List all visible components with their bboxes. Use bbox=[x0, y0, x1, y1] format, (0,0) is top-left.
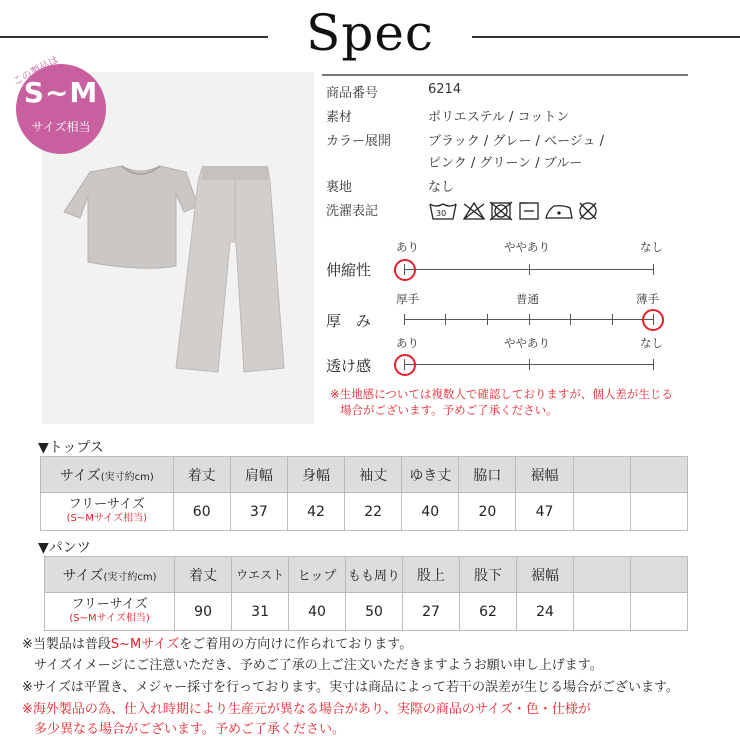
value-cell bbox=[573, 493, 630, 531]
scale1-tick bbox=[653, 264, 654, 275]
scale3-label: 透け感 bbox=[326, 357, 372, 375]
tops-size-table bbox=[40, 456, 688, 531]
table-header-row bbox=[41, 457, 688, 493]
size-header-label: サイズ bbox=[59, 467, 101, 484]
value-cell: 40 bbox=[402, 493, 459, 531]
col-header bbox=[630, 557, 687, 593]
care-icons bbox=[428, 200, 628, 222]
spec-label-item-number: 商品番号 bbox=[326, 86, 379, 101]
size-header-cell bbox=[41, 457, 174, 493]
footer-note-1a: ※当製品は普段 bbox=[22, 637, 111, 652]
spec-value-colors-2: ピンク / グリーン / ブルー bbox=[428, 156, 583, 171]
scale1-right: なし bbox=[640, 240, 663, 254]
scale1-selected-marker bbox=[394, 259, 416, 281]
col-header bbox=[630, 457, 687, 493]
value-cell: 62 bbox=[460, 593, 517, 631]
col-header: 裾幅 bbox=[516, 457, 573, 493]
svg-text:30: 30 bbox=[436, 209, 447, 218]
scale2-tick bbox=[529, 314, 530, 325]
footer-note-1-highlight: S~Mサイズ bbox=[110, 637, 180, 652]
scale3-mid: ややあり bbox=[504, 336, 550, 350]
col-header: もも周り bbox=[346, 557, 403, 593]
scale2-tick bbox=[445, 314, 446, 325]
page-title: Spec bbox=[306, 4, 434, 62]
value-cell: 22 bbox=[345, 493, 402, 531]
value-cell bbox=[630, 593, 687, 631]
scale3-selected-marker bbox=[394, 354, 416, 376]
pants-section-title: ▼パンツ bbox=[38, 540, 91, 556]
fabric-note-line2: 場合がございます。予めご了承ください。 bbox=[340, 403, 558, 417]
value-cell: 42 bbox=[287, 493, 344, 531]
scale2-selected-marker bbox=[642, 309, 664, 331]
footer-note-4: ※海外製品の為、仕入れ時期により生産元が異なる場合があり、実際の商品のサイズ・色・仕様が bbox=[22, 702, 591, 717]
footer-note-2: サイズイメージにご注意いただき、予めご了承の上ご注文いただきますようお願い申し上げます。 bbox=[34, 658, 603, 673]
scale3-tick bbox=[653, 359, 654, 370]
scale3-right: なし bbox=[640, 336, 663, 350]
col-header: 着丈 bbox=[173, 457, 230, 493]
iron-low-icon bbox=[546, 206, 572, 218]
col-header: ヒップ bbox=[289, 557, 346, 593]
scale2-tick bbox=[570, 314, 571, 325]
scale2-tick bbox=[487, 314, 488, 325]
badge-sub: サイズ相当 bbox=[31, 120, 91, 134]
value-cell: 40 bbox=[289, 593, 346, 631]
pants-size-table bbox=[44, 556, 688, 631]
col-header: ゆき丈 bbox=[402, 457, 459, 493]
value-cell: 37 bbox=[230, 493, 287, 531]
spec-label-colors: カラー展開 bbox=[326, 134, 392, 149]
fabric-note-line1: ※生地感については複数人で確認しておりますが、個人差が生じる bbox=[330, 387, 673, 401]
spec-label-lining: 裏地 bbox=[326, 180, 353, 195]
col-header bbox=[573, 557, 630, 593]
value-cell: 24 bbox=[517, 593, 574, 631]
spec-value-item-number: 6214 bbox=[428, 82, 462, 97]
no-bleach-icon bbox=[464, 203, 484, 219]
scale2-label: 厚 み bbox=[326, 312, 372, 330]
col-header: 脇口 bbox=[459, 457, 516, 493]
size-header-cell bbox=[45, 557, 175, 593]
footer-note-5: 多少異なる場合がございます。予めご了承ください。 bbox=[34, 722, 345, 737]
title-rule-right bbox=[472, 36, 740, 38]
scale3-tick bbox=[529, 359, 530, 370]
spec-label-material: 素材 bbox=[326, 110, 353, 125]
row-sub-label: (S~Mサイズ相当) bbox=[69, 612, 150, 624]
scale1-label: 伸縮性 bbox=[326, 261, 372, 279]
badge-size: S~M bbox=[23, 76, 99, 109]
scale1-mid: ややあり bbox=[504, 240, 550, 254]
row-label: フリーサイズ bbox=[71, 596, 148, 612]
row-label-cell bbox=[45, 593, 175, 631]
scale3-left: あり bbox=[396, 336, 419, 350]
value-cell: 90 bbox=[175, 593, 232, 631]
badge-caption: この製品は bbox=[11, 54, 61, 88]
scale1-tick bbox=[529, 264, 530, 275]
tops-section-title: ▼トップス bbox=[38, 440, 104, 456]
footer-note-3: ※サイズは平置き、メジャー採寸を行っております。実寸は商品によって若干の誤差が生じる場合がございます。 bbox=[22, 680, 679, 695]
scale2-left: 厚手 bbox=[396, 292, 419, 306]
col-header: 袖丈 bbox=[345, 457, 402, 493]
value-cell: 31 bbox=[232, 593, 289, 631]
spec-value-colors: ブラック / グレー / ベージュ / bbox=[428, 134, 605, 149]
value-cell: 60 bbox=[173, 493, 230, 531]
scale2-tick bbox=[612, 314, 613, 325]
line-dry-shade-icon bbox=[520, 203, 538, 219]
row-sub-label: (S~Mサイズ相当) bbox=[66, 512, 147, 524]
footer-note-1c: をご着用の方向けに作られております。 bbox=[179, 637, 413, 652]
table-header-row bbox=[45, 557, 688, 593]
table-row bbox=[45, 593, 688, 631]
spec-divider bbox=[322, 74, 688, 76]
col-header: 着丈 bbox=[175, 557, 232, 593]
footer-note-1 bbox=[22, 633, 412, 652]
size-badge bbox=[11, 54, 106, 154]
wash-30-icon bbox=[430, 204, 456, 219]
value-cell: 20 bbox=[459, 493, 516, 531]
scale2-right: 薄手 bbox=[636, 292, 659, 306]
spec-value-lining: なし bbox=[428, 180, 455, 195]
scale1-left: あり bbox=[396, 240, 419, 254]
row-label: フリーサイズ bbox=[68, 496, 146, 512]
value-cell bbox=[573, 593, 630, 631]
size-header-unit: (実寸約cm) bbox=[100, 471, 154, 483]
spec-value-material: ポリエステル / コットン bbox=[428, 110, 570, 125]
value-cell bbox=[630, 493, 687, 531]
scale2-mid: 普通 bbox=[516, 292, 539, 306]
col-header: 身幅 bbox=[287, 457, 344, 493]
col-header: ウエスト bbox=[232, 557, 289, 593]
size-header-unit: (実寸約cm) bbox=[103, 571, 157, 583]
table-row bbox=[41, 493, 688, 531]
value-cell: 50 bbox=[346, 593, 403, 631]
row-label-cell bbox=[41, 493, 174, 531]
no-tumble-dry-icon bbox=[490, 202, 512, 220]
col-header: 股上 bbox=[403, 557, 460, 593]
size-header-label: サイズ bbox=[62, 567, 104, 584]
col-header: 肩幅 bbox=[230, 457, 287, 493]
value-cell: 47 bbox=[516, 493, 573, 531]
value-cell: 27 bbox=[403, 593, 460, 631]
scale2-tick bbox=[404, 314, 405, 325]
col-header bbox=[573, 457, 630, 493]
no-dryclean-icon bbox=[580, 203, 596, 219]
col-header: 裾幅 bbox=[517, 557, 574, 593]
spec-label-care: 洗濯表記 bbox=[326, 204, 379, 219]
col-header: 股下 bbox=[460, 557, 517, 593]
